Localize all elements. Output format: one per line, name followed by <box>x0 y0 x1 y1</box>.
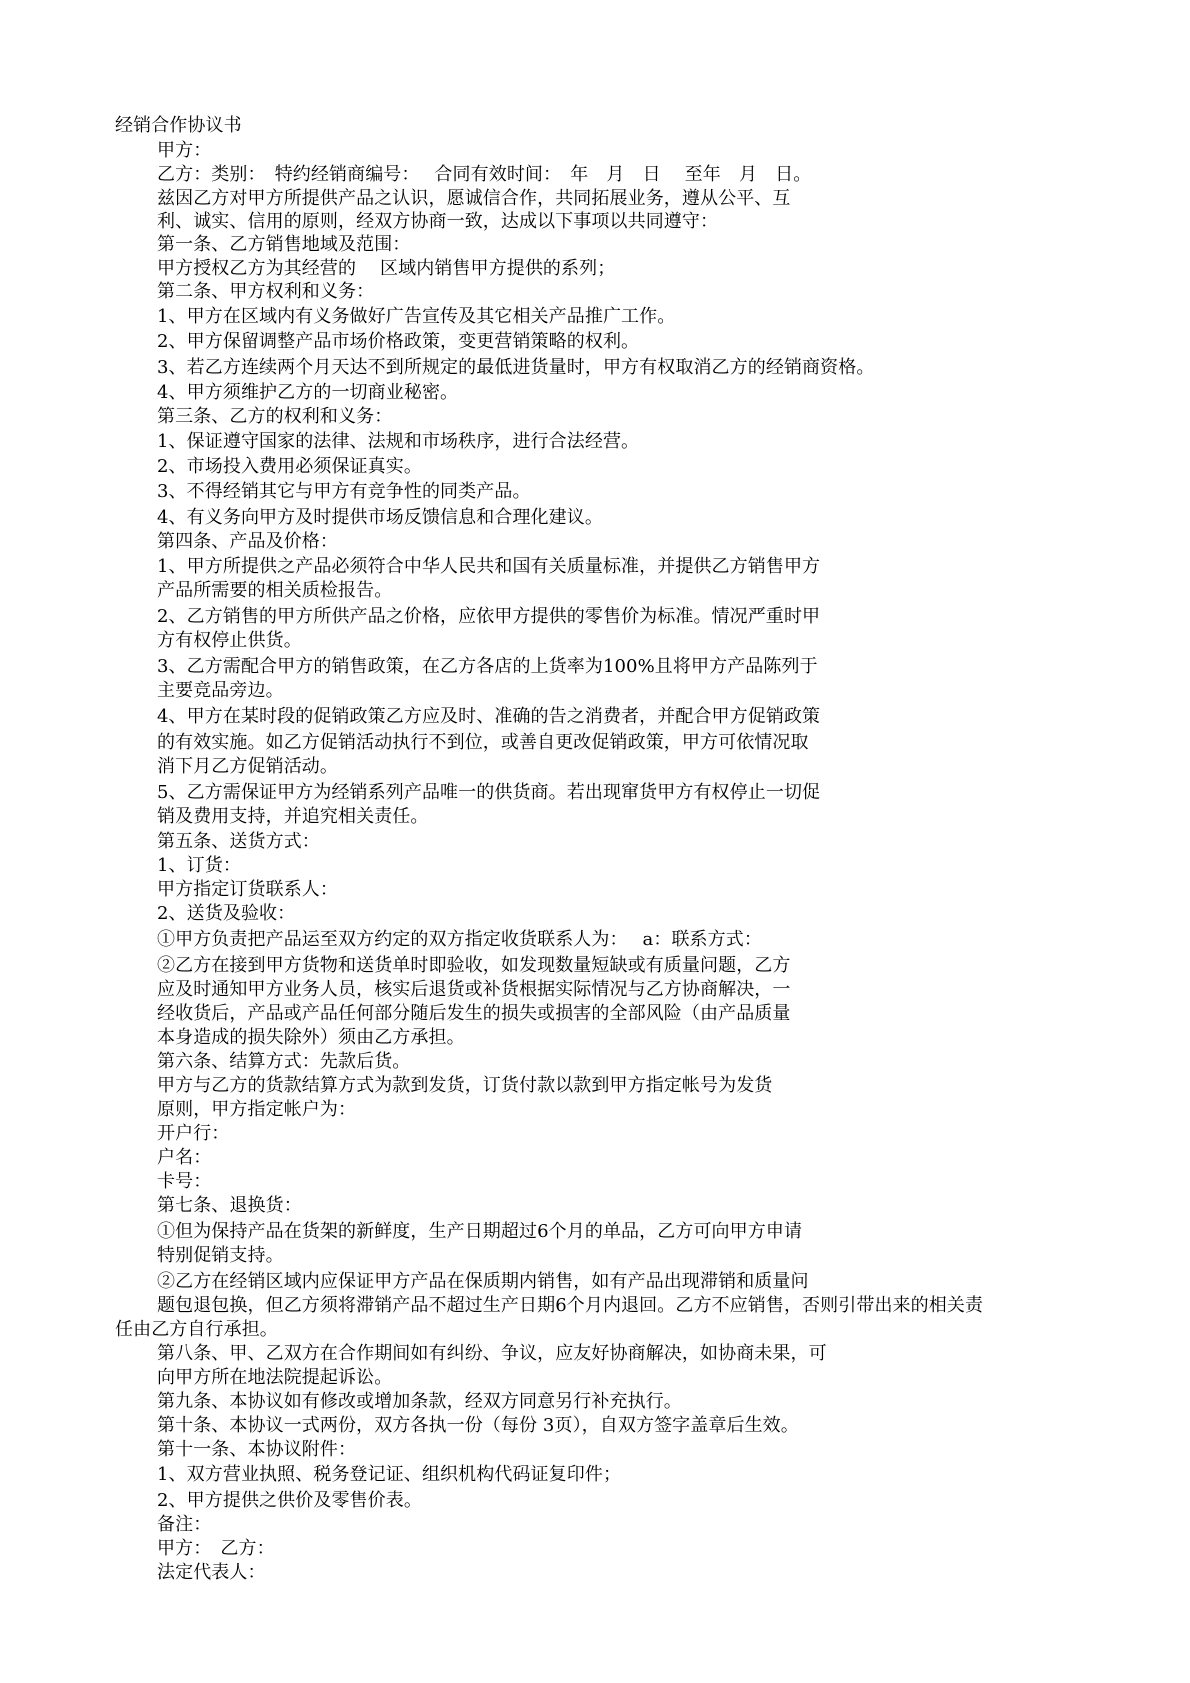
text-line: 4、甲方须维护乙方的一切商业秘密。 <box>157 382 459 403</box>
text-line: 原则，甲方指定帐户为： <box>157 1099 357 1120</box>
text-line: 方有权停止供货。 <box>157 630 302 651</box>
document-title: 经销合作协议书 <box>115 115 242 136</box>
text-line: ①但为保持产品在货架的新鲜度，生产日期超过6个月的单品，乙方可向甲方申请 <box>157 1221 803 1242</box>
text-line: 第九条、本协议如有修改或增加条款，经双方同意另行补充执行。 <box>157 1391 682 1412</box>
text-line: 第十条、本协议一式两份，双方各执一份（每份 3页），自双方签字盖章后生效。 <box>157 1415 799 1436</box>
text-line: 甲方： <box>157 140 212 161</box>
text-line: 3、不得经销其它与甲方有竞争性的同类产品。 <box>157 481 531 502</box>
text-line: 第八条、甲、乙双方在合作期间如有纠纷、争议，应友好协商解决，如协商未果，可 <box>157 1343 827 1364</box>
text-line: 兹因乙方对甲方所提供产品之认识，愿诚信合作，共同拓展业务，遵从公平、互 <box>157 188 791 209</box>
text-line: 4、有义务向甲方及时提供市场反馈信息和合理化建议。 <box>157 507 603 528</box>
text-line: 甲方授权乙方为其经营的 区域内销售甲方提供的系列； <box>157 258 616 279</box>
text-line: 1、双方营业执照、税务登记证、组织机构代码证复印件； <box>157 1464 622 1485</box>
text-line: 开户行： <box>157 1123 230 1144</box>
text-line: 销及费用支持，并追究相关责任。 <box>157 806 429 827</box>
text-line: ①甲方负责把产品运至双方约定的双方指定收货联系人为： a：联系方式： <box>157 929 762 950</box>
text-line: 4、甲方在某时段的促销政策乙方应及时、准确的告之消费者，并配合甲方促销政策 <box>157 706 821 727</box>
text-line: 卡号： <box>157 1171 212 1192</box>
text-line: 1、保证遵守国家的法律、法规和市场秩序，进行合法经营。 <box>157 431 640 452</box>
text-line: 甲方与乙方的货款结算方式为款到发货，订货付款以款到甲方指定帐号为发货 <box>157 1075 773 1096</box>
text-line: 的有效实施。如乙方促销活动执行不到位，或善自更改促销政策，甲方可依情况取 <box>157 732 809 753</box>
text-line: 第十一条、本协议附件： <box>157 1439 357 1460</box>
text-line: 甲方： 乙方： <box>157 1538 275 1559</box>
text-line: 备注： <box>157 1514 212 1535</box>
text-line: 户名： <box>157 1147 212 1168</box>
text-line: 第二条、甲方权利和义务： <box>157 281 375 302</box>
text-line: 第四条、产品及价格： <box>157 531 338 552</box>
text-line: 利、诚实、信用的原则，经双方协商一致，达成以下事项以共同遵守： <box>157 211 719 232</box>
text-line: 法定代表人： <box>157 1562 266 1583</box>
text-line: 第六条、结算方式：先款后货。 <box>157 1051 411 1072</box>
text-line: 应及时通知甲方业务人员，核实后退货或补货根据实际情况与乙方协商解决，一 <box>157 979 791 1000</box>
text-line: 1、甲方所提供之产品必须符合中华人民共和国有关质量标准，并提供乙方销售甲方 <box>157 556 821 577</box>
text-line: 经收货后，产品或产品任何部分随后发生的损失或损害的全部风险（由产品质量 <box>157 1003 791 1024</box>
text-line: 2、乙方销售的甲方所供产品之价格，应依甲方提供的零售价为标准。情况严重时甲 <box>157 606 821 627</box>
text-line: 2、送货及验收： <box>157 903 296 924</box>
text-line: 3、乙方需配合甲方的销售政策，在乙方各店的上货率为100%且将甲方产品陈列于 <box>157 656 818 677</box>
text-line: 乙方：类别： 特约经销商编号： 合同有效时间： 年 月 日 至年 月 日。 <box>157 164 812 185</box>
text-line: 向甲方所在地法院提起诉讼。 <box>157 1367 393 1388</box>
text-line: 消下月乙方促销活动。 <box>157 756 338 777</box>
text-line: ②乙方在经销区域内应保证甲方产品在保质期内销售，如有产品出现滞销和质量问 <box>157 1271 809 1292</box>
text-line: ②乙方在接到甲方货物和送货单时即验收，如发现数量短缺或有质量问题，乙方 <box>157 955 791 976</box>
text-line: 产品所需要的相关质检报告。 <box>157 580 393 601</box>
text-line: 主要竞品旁边。 <box>157 680 284 701</box>
text-line: 第一条、乙方销售地域及范围： <box>157 234 411 255</box>
text-line: 2、市场投入费用必须保证真实。 <box>157 456 422 477</box>
text-line: 第七条、退换货： <box>157 1195 302 1216</box>
text-line: 题包退包换，但乙方须将滞销产品不超过生产日期6个月内退回。乙方不应销售，否则引带出来的相关责 <box>157 1295 984 1316</box>
text-line: 特别促销支持。 <box>157 1245 284 1266</box>
text-line: 5、乙方需保证甲方为经销系列产品唯一的供货商。若出现窜货甲方有权停止一切促 <box>157 782 821 803</box>
text-line: 任由乙方自行承担。 <box>115 1319 278 1340</box>
text-line: 第五条、送货方式： <box>157 831 320 852</box>
text-line: 1、订货： <box>157 855 241 876</box>
text-line: 1、甲方在区域内有义务做好广告宣传及其它相关产品推广工作。 <box>157 306 676 327</box>
text-line: 2、甲方提供之供价及零售价表。 <box>157 1490 422 1511</box>
text-line: 甲方指定订货联系人： <box>157 879 338 900</box>
text-line: 2、甲方保留调整产品市场价格政策，变更营销策略的权利。 <box>157 331 640 352</box>
text-line: 第三条、乙方的权利和义务： <box>157 406 393 427</box>
text-line: 3、若乙方连续两个月天达不到所规定的最低进货量时，甲方有权取消乙方的经销商资格。 <box>157 357 875 378</box>
text-line: 本身造成的损失除外）须由乙方承担。 <box>157 1027 465 1048</box>
